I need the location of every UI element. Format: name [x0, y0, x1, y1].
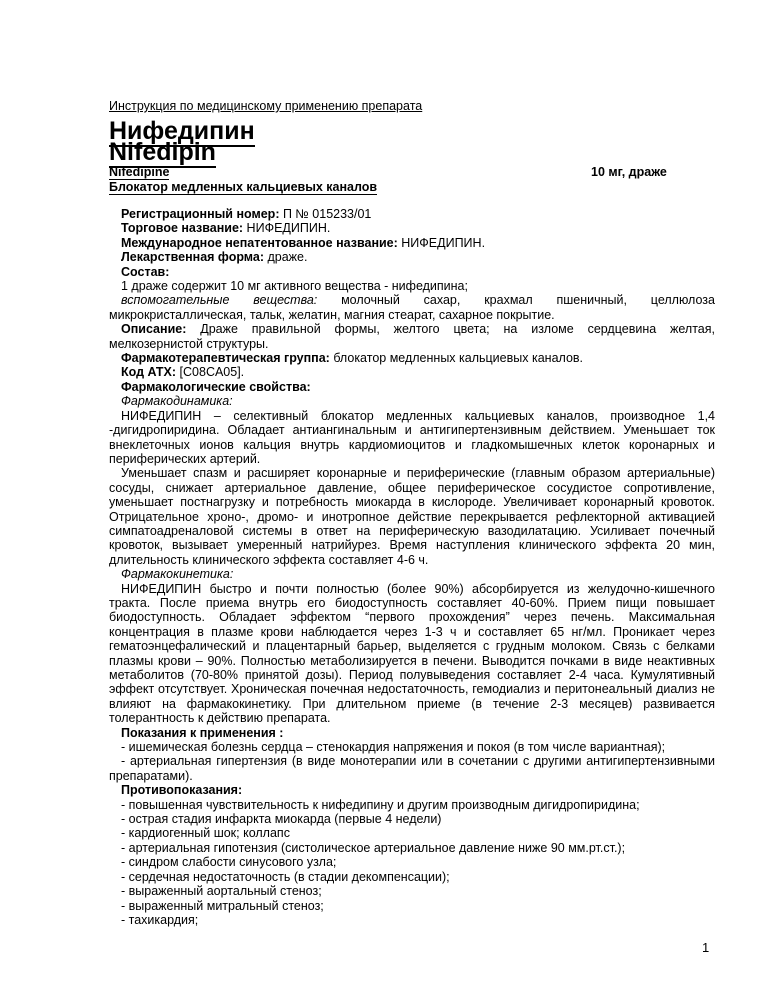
- pharm-group-line: [109, 351, 715, 365]
- contra-item: - выраженный митральный стеноз;: [121, 898, 324, 913]
- contra-item: - выраженный аортальный стеноз;: [121, 884, 322, 899]
- inn-value: НИФЕДИПИН.: [397, 235, 486, 250]
- description-label: Описание:: [121, 322, 187, 337]
- contra-item: - кардиогенный шок; коллапс: [121, 826, 290, 841]
- inn-label: Международное непатентованное название:: [121, 235, 398, 250]
- title-ru-text: Нифедипин: [109, 117, 255, 145]
- inn-line: [109, 236, 715, 250]
- description-value: Драже правильной формы, желтого цвета; на изломе сердцевина желтая, мелкозернистой структуры.: [109, 322, 715, 351]
- inn-lat: [109, 165, 169, 180]
- title-lat: [109, 138, 216, 166]
- pk-paragraph-1: НИФЕДИПИН быстро и почти полностью (более 90%) абсорбируется из желудочно-кишечного тракта. После приема внутрь его биодоступность составляет 40-60%. Прием пищи повышает биодоступность. Обладает эффектом “первого прохождения” через печень. Максимальная концентрация в плазме крови наблюдается через 1-3 ч и составляет 65 нг/мл. Проникает через гематоэнцефалический и плацентарный барьер, выделяется с грудным молоком. Связь с белками плазмы крови – 90%. Полностью метаболизируется в печени. Выводится почками в виде неактивных метаболитов (70-80% принятой дозы). Период полувыведения составляет 2-4 часа. Кумулятивный эффект отсутствует. Хроническая почечная недостаточность, гемодиализ и перитонеальный диализ не влияют на фармакокинетику. При длительном приеме (в течение 2-3 месяцев) развивается толерантность к действию препарата.: [109, 581, 715, 726]
- contra-item: - артериальная гипотензия (систолическое артериальное давление ниже 90 мм.рт.ст.);: [121, 840, 626, 855]
- form-label: Лекарственная форма:: [121, 250, 265, 265]
- props-heading: [109, 380, 715, 394]
- indication-item: - артериальная гипертензия (в виде монотерапии или в сочетании с другими антигипертензивными препаратами).: [109, 754, 715, 783]
- pd-paragraph-1: НИФЕДИПИН – селективный блокатор медленных кальциевых каналов, производное 1,4 -дигидропиридина. Обладает антиангинальным и антигипертензивным действием. Уменьшает ток внеклеточных ионов кальция внутрь кардиомиоцитов и гладкомышечных клеток коронарных и периферических артерий.: [109, 408, 715, 466]
- contra-item: - синдром слабости синусового узла;: [121, 855, 337, 870]
- group-heading-text: Блокатор медленных кальциевых каналов: [109, 180, 378, 194]
- pharm-group-label: Фармакотерапевтическая группа:: [121, 351, 330, 366]
- instruction-link[interactable]: Инструкция по медицинскому применению препарата: [109, 99, 423, 113]
- pharm-group-value: блокатор медленных кальциевых каналов.: [329, 351, 584, 366]
- indications-heading: [109, 726, 715, 740]
- indications-label: Показания к применения :: [121, 725, 284, 740]
- props-label: Фармакологические свойства:: [121, 379, 311, 394]
- composition-aux-value: молочный сахар, крахмал пшеничный, целлюлоза микрокристаллическая, тальк, желатин, магния стеарат, сахарное покрытие.: [109, 293, 715, 322]
- contra-heading: [109, 783, 715, 797]
- pd-label: Фармакодинамика:: [121, 394, 233, 409]
- trade-label: Торговое название:: [121, 221, 244, 236]
- reg-number-line: [109, 207, 715, 221]
- pd-heading: [109, 394, 715, 408]
- composition-heading: [109, 265, 715, 279]
- atc-line: [109, 365, 715, 379]
- composition-aux: [109, 293, 715, 322]
- form-line: [109, 250, 715, 264]
- document-body: [109, 207, 715, 927]
- atc-value: [C08CA05].: [176, 365, 245, 380]
- composition-label: Состав:: [121, 264, 170, 279]
- reg-value: П № 015233/01: [279, 207, 372, 221]
- trade-value: НИФЕДИПИН.: [243, 221, 331, 236]
- indication-item: - ишемическая болезнь сердца – стенокардия напряжения и покоя (в том числе вариантная);: [121, 740, 666, 755]
- pk-label: Фармакокинетика:: [121, 567, 234, 582]
- dose-form: 10 мг, драже: [591, 165, 667, 179]
- reg-label: Регистрационный номер:: [121, 207, 280, 221]
- contra-item: - тахикардия;: [121, 912, 199, 927]
- atc-label: Код АТХ:: [121, 365, 177, 380]
- group-heading: [109, 180, 377, 195]
- description-line: [109, 322, 715, 351]
- title-lat-text: Nifedipin: [109, 138, 216, 166]
- form-value: драже.: [264, 250, 308, 265]
- inn-lat-text: Nifedipine: [109, 165, 170, 179]
- contra-item: - сердечная недостаточность (в стадии декомпенсации);: [121, 869, 450, 884]
- pd-paragraph-2: Уменьшает спазм и расширяет коронарные и периферические (главным образом артериальные) сосуды, снижает артериальное давление, общее периферическое сосудистое сопротивление, уменьшает постнагрузку и потребность миокарда в кислороде. Увеличивает коронарный кровоток. Отрицательное хроно-, дромо- и инотропное действие перекрывается рефлекторной активацией симпатоадреналовой системы в ответ на периферическую вазодилатацию. Усиливает почечный кровоток, вызывает умеренный натрийурез. Время наступления клинического эффекта 20 мин, длительность клинического эффекта составляет 4-6 ч.: [109, 466, 715, 567]
- contra-item: - острая стадия инфаркта миокарда (первые 4 недели): [121, 812, 442, 827]
- contra-item: - повышенная чувствительность к нифедипину и другим производным дигидропиридина;: [121, 797, 640, 812]
- composition-line1: 1 драже содержит 10 мг активного вещества - нифедипина;: [121, 279, 468, 294]
- page-number: 1: [702, 940, 710, 955]
- trade-name-line: [109, 221, 715, 235]
- pk-heading: [109, 567, 715, 581]
- contra-label: Противопоказания:: [121, 783, 243, 798]
- composition-aux-label: вспомогательные вещества:: [121, 293, 318, 308]
